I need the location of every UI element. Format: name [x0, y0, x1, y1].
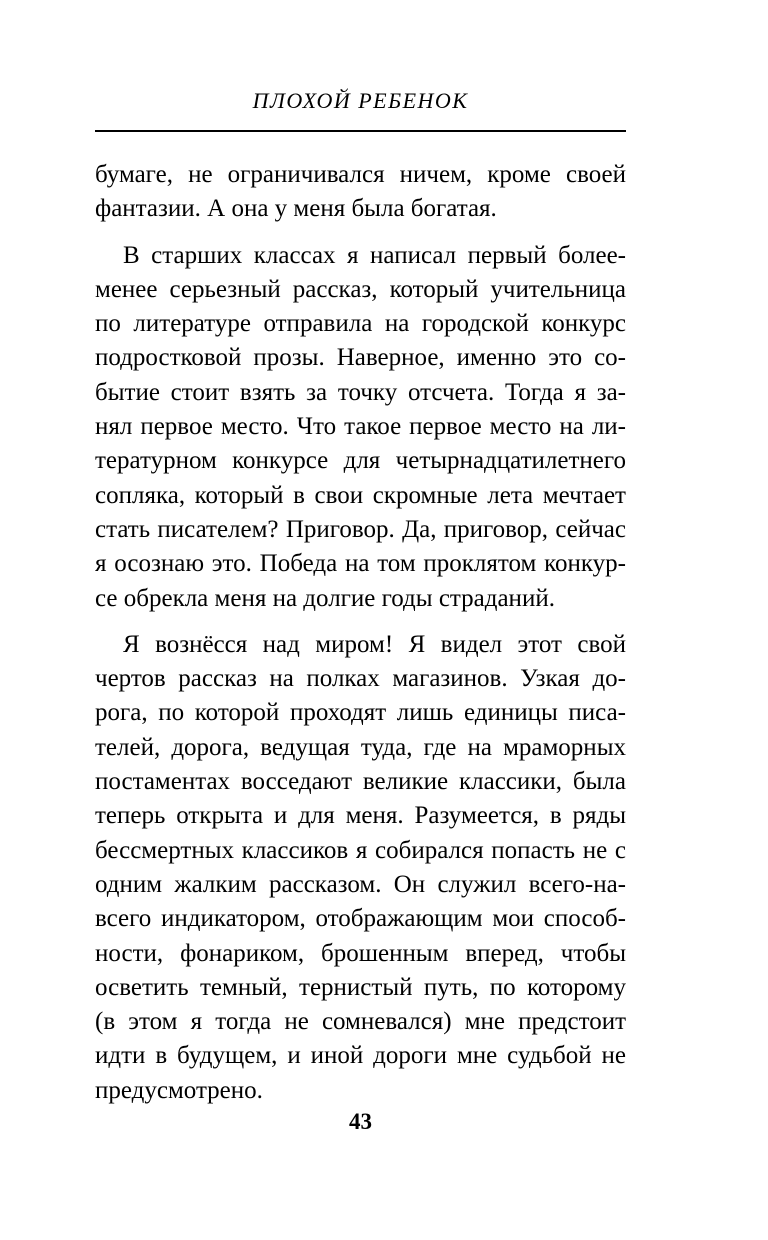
text-line: бумаге, не ограничивался ничем, кроме своей	[95, 161, 626, 188]
body-text	[95, 158, 626, 1108]
text-line: всего индикатором, отображающим мои способ-	[95, 905, 626, 933]
text-line: бытие стоит взять за точку отсчета. Тогда я за-	[95, 378, 626, 406]
text-line: чертов рассказ на полках магазинов. Узкая до-	[95, 665, 626, 693]
text-line: идти в будущем, и иной дороги мне судьбой не	[95, 1042, 626, 1070]
text-line: теперь открыта и для меня. Разумеется, в ряды	[95, 802, 626, 830]
text-line: менее серьезный рассказ, который учительница	[95, 275, 626, 303]
paragraph-gap	[95, 227, 626, 239]
page-number: 43	[349, 1109, 372, 1134]
text-line: одним жалким рассказом. Он служил всего-на-	[95, 870, 626, 898]
text-line: нял первое место. Что такое первое место на ли-	[95, 413, 626, 441]
text-line: сопляка, который в свои скромные лета мечтает	[95, 481, 626, 509]
text-line: бессмертных классиков я собирался попасть не с	[95, 836, 626, 864]
text-line: телей, дорога, ведущая туда, где на мраморных	[95, 733, 626, 761]
paragraph	[95, 158, 626, 227]
text-line: стать писателем? Приговор. Да, приговор, сейчас	[95, 515, 626, 543]
text-line: рога, по которой проходят лишь единицы писа-	[95, 699, 626, 727]
text-line: я осознаю это. Победа на том проклятом конкур-	[95, 550, 626, 578]
paragraph-gap	[95, 616, 626, 628]
text-line: ности, фонариком, брошенным вперед, чтобы	[95, 939, 626, 967]
paragraph	[95, 628, 626, 1108]
paragraph	[95, 239, 626, 616]
text-line: се обрекла меня на долгие годы страданий.	[95, 584, 555, 612]
text-line: осветить темный, тернистый путь, по которому	[95, 973, 626, 1001]
running-head: ПЛОХОЙ РЕБЕНОК	[252, 88, 469, 113]
text-line: Я вознёсся над миром! Я видел этот свой	[123, 630, 626, 658]
text-line: В старших классах я написал первый более-	[123, 241, 626, 269]
text-line: фантазии. А она у меня была богатая.	[95, 195, 497, 223]
header-rule	[95, 130, 626, 132]
text-line: тературном конкурсе для четырнадцатилетнего	[95, 447, 626, 475]
text-line: по литературе отправила на городской конкурс	[95, 310, 626, 338]
text-line: (в этом я тогда не сомневался) мне предстоит	[95, 1008, 626, 1036]
text-line: подростковой прозы. Наверное, именно это со-	[95, 344, 626, 372]
text-line: предусмотрено.	[95, 1076, 263, 1104]
text-line: постаментах восседают великие классики, была	[95, 768, 626, 796]
